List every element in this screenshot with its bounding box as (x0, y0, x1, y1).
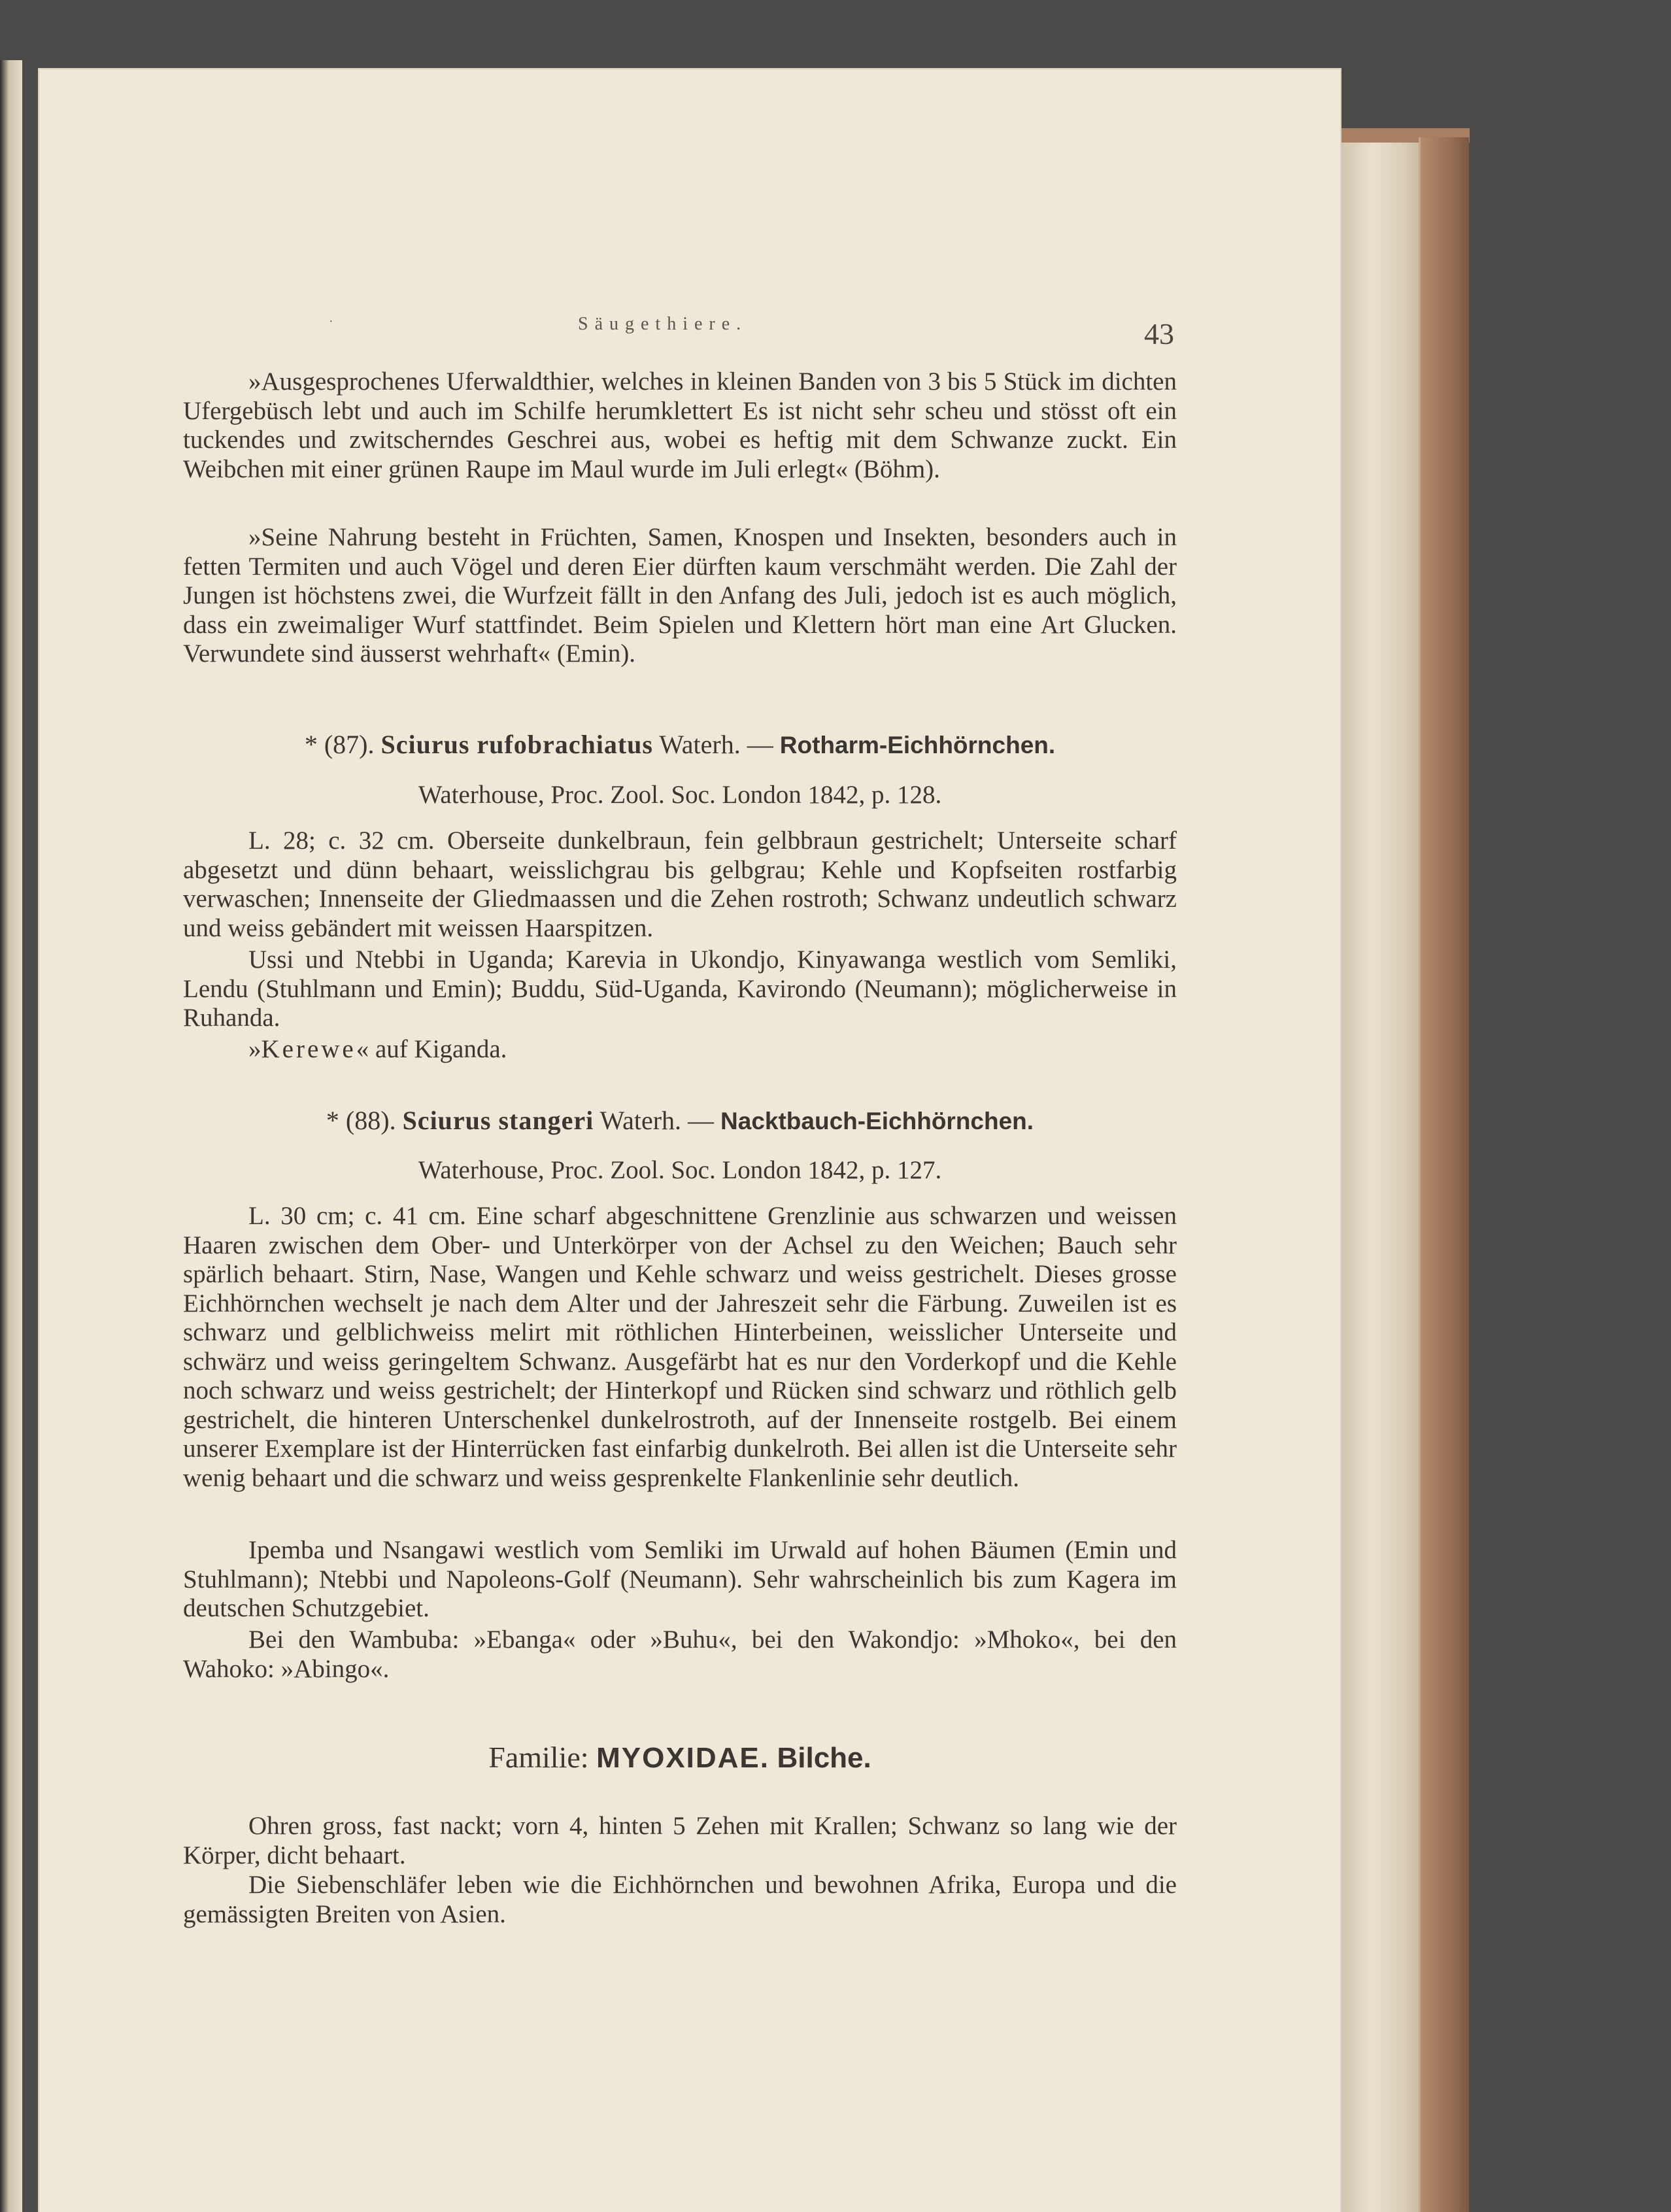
book-page (39, 69, 1340, 2212)
native-names-rest: « auf Kiganda. (356, 1035, 507, 1063)
family-label: Familie: (488, 1741, 589, 1774)
species-description: L. 30 cm; c. 41 cm. Eine scharf abgeschnittene Grenzlinie aus schwarzen und weissen Haaren zwischen dem Ober- und Unterkörper von der Achsel zu den Weichen; Bauch sehr spärlich behaart. Stirn, Nase, Wangen und Kehle schwarz und weiss gestrichelt. Dieses grosse Eichhörnchen wechselt je nach dem Alter und der Jahreszeit sehr die Färbung. Zuweilen ist es schwarz und gelblichweiss melirt mit röthlichen Hinterbeinen, weisslicher Unterseite und schwärz und weiss geringeltem Schwanz. Ausgefärbt hat es nur den Vorderkopf und die Kehle noch schwarz und weiss gestrichelt; der Hinterkopf und Rücken sind schwarz und röthlich gelb gestrichelt, die hinteren Unterschenkel dunkelrostroth, auf der Innenseite rostgelb. Bei einem unserer Exemplare ist der Hinterrücken fast einfarbig dunkelroth. Bei allen ist die Unterseite sehr wenig behaart und die schwarz und weiss gesprenkelte Flankenlinie sehr deutlich. (183, 1202, 1177, 1492)
left-page-edge (0, 60, 22, 2212)
common-name: Nacktbauch-Eichhörnchen. (720, 1108, 1034, 1134)
family-paragraph-2: Die Siebenschläfer leben wie die Eichhörnchen und bewohnen Afrika, Europa und die gemässigten Breiten von Asien. (183, 1871, 1177, 1928)
family-common-name: Bilche. (777, 1742, 871, 1774)
running-head-mark: · (329, 315, 333, 329)
species-author: Waterh. (599, 1106, 682, 1135)
native-names-open: » (248, 1035, 262, 1063)
species-distribution: Ussi und Ntebbi in Uganda; Karevia in Ukondjo, Kinyawanga westlich vom Semliki, Lendu (Stuhlmann und Emin); Buddu, Süd-Uganda, Kavirondo (Neumann); möglicherweise in Ruhanda. (183, 945, 1177, 1032)
heading-dash: — (688, 1106, 715, 1135)
intro-paragraph-2: »Seine Nahrung besteht in Früchten, Samen, Knospen und Insekten, besonders auch in fetten Termiten und auch Vögel und deren Eier dürften kaum verschmäht werden. Die Zahl der Jungen ist höchstens zwei, die Wurfzeit fällt in den Anfang des Juli, jedoch ist es auch möglich, dass ein zweimaliger Wurf stattfindet. Beim Spielen und Klettern hört man eine Art Glucken. Verwundete sind äusserst wehrhaft« (Emin). (183, 523, 1177, 668)
species-author: Waterh. (659, 730, 741, 759)
family-heading (183, 1741, 1177, 1775)
book-cover-edge (1419, 137, 1469, 2212)
species-distribution: Ipemba und Nsangawi westlich vom Semliki im Urwald auf hohen Bäumen (Emin und Stuhlmann); Ntebbi und Napoleons-Golf (Neumann). Sehr wahrscheinlich bis zum Kagera im deutschen Schutzgebiet. (183, 1536, 1177, 1622)
common-name: Rotharm-Eichhörnchen. (779, 732, 1056, 758)
running-head: Säugethiere. (578, 314, 748, 334)
species-citation: Waterhouse, Proc. Zool. Soc. London 1842, p. 127. (418, 1156, 942, 1184)
family-name: MYOXIDAE. (596, 1742, 769, 1774)
species-description: L. 28; c. 32 cm. Oberseite dunkelbraun, fein gelbbraun gestrichelt; Unterseite scharf abgesetzt und dünn behaart, weisslichgrau bis gelbgrau; Kehle und Kopfseiten rostfarbig verwaschen; Innenseite der Gliedmaassen und die Zehen rostroth; Schwanz undeutlich schwarz und weiss gebändert mit weissen Haarspitzen. (183, 826, 1177, 942)
page-number: 43 (1144, 317, 1174, 350)
species-native-names (183, 1035, 1177, 1064)
scientific-name: Sciurus rufobrachiatus (380, 730, 653, 759)
family-paragraph-1: Ohren gross, fast nackt; vorn 4, hinten 5 Zehen mit Krallen; Schwanz so lang wie der Körper, dicht behaart. (183, 1812, 1177, 1869)
species-heading (183, 730, 1177, 760)
species-heading (183, 1106, 1177, 1136)
species-number: * (87). (304, 730, 375, 759)
species-native-names: Bei den Wambuba: »Ebanga« oder »Buhu«, bei den Wakondjo: »Mhoko«, bei den Wahoko: »Abingo«. (183, 1625, 1177, 1683)
species-citation: Waterhouse, Proc. Zool. Soc. London 1842, p. 128. (418, 781, 942, 809)
native-name: Kerewe (261, 1035, 356, 1063)
intro-paragraph-1: »Ausgesprochenes Uferwaldthier, welches in kleinen Banden von 3 bis 5 Stück im dichten Ufergebüsch lebt und auch im Schilfe herumklettert Es ist nicht sehr scheu und stösst oft ein tuckendes und zwitscherndes Geschrei aus, wobei es heftig mit dem Schwanze zuckt. Ein Weibchen mit einer grünen Raupe im Maul wurde im Juli erlegt« (Böhm). (183, 367, 1177, 483)
species-number: * (88). (326, 1106, 396, 1135)
scientific-name: Sciurus stangeri (402, 1106, 594, 1135)
heading-dash: — (747, 730, 773, 759)
